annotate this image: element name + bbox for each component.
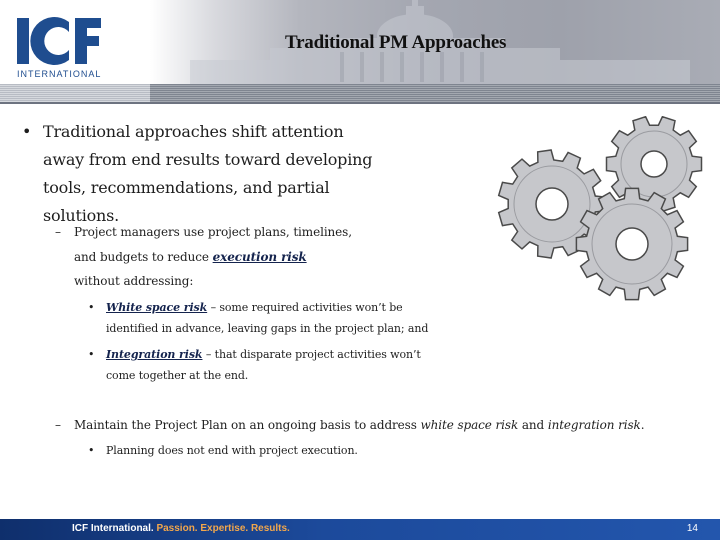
dash-marker: – bbox=[55, 225, 61, 239]
footer-tagline: Passion. Expertise. Results. bbox=[153, 523, 290, 534]
subsub-planning bbox=[88, 440, 408, 461]
term-execution-risk: execution risk bbox=[212, 249, 307, 264]
term-integration-risk: Integration risk bbox=[106, 348, 203, 361]
bullet-marker: • bbox=[22, 122, 32, 141]
header-divider-line bbox=[0, 102, 720, 104]
icf-logo-mark bbox=[15, 12, 103, 68]
dot-marker: • bbox=[88, 444, 95, 457]
subbullet-text-end: without addressing: bbox=[74, 274, 194, 288]
subbullet-text-mid: and bbox=[518, 418, 548, 432]
bullet-text: Traditional approaches shift attention away from end results toward developing tools, recommendations, and partial solutions. bbox=[43, 122, 373, 225]
slide-header bbox=[0, 0, 720, 84]
header-divider-band bbox=[0, 84, 720, 102]
subsub-text: – some required activities won’t be identified in advance, leaving gaps in the project plan; and bbox=[106, 301, 429, 335]
dot-marker: • bbox=[88, 301, 95, 314]
term-white-space-risk: White space risk bbox=[106, 301, 208, 314]
slide-title: Traditional PM Approaches bbox=[285, 32, 507, 53]
subbullet-maintain-plan bbox=[55, 413, 695, 438]
bullet-level1 bbox=[22, 118, 382, 230]
dot-marker: • bbox=[88, 348, 95, 361]
footer-brand: ICF International. bbox=[72, 523, 154, 534]
term-integration-risk-italic: integration risk bbox=[547, 418, 641, 432]
icf-logo[interactable] bbox=[15, 12, 105, 82]
subsub-integration-risk bbox=[88, 344, 438, 386]
subbullet-execution-risk bbox=[55, 220, 355, 294]
gears-icon bbox=[494, 116, 714, 316]
subbullet-text: Maintain the Project Plan on an ongoing basis to address bbox=[74, 418, 421, 432]
logo-subtext: INTERNATIONAL bbox=[17, 69, 102, 79]
page-number: 14 bbox=[686, 523, 698, 534]
subbullet-text: Project managers use project plans, timelines, and budgets to reduce bbox=[74, 225, 352, 264]
subsub-white-space-risk bbox=[88, 297, 438, 339]
subsub-text: Planning does not end with project execution. bbox=[106, 444, 358, 457]
subsub-text: – that disparate project activities won’t come together at the end. bbox=[106, 348, 421, 382]
slide-footer bbox=[0, 519, 720, 540]
dash-marker: – bbox=[55, 418, 61, 432]
term-white-space-risk-italic: white space risk bbox=[420, 418, 519, 432]
subbullet-text-end: . bbox=[640, 418, 645, 432]
